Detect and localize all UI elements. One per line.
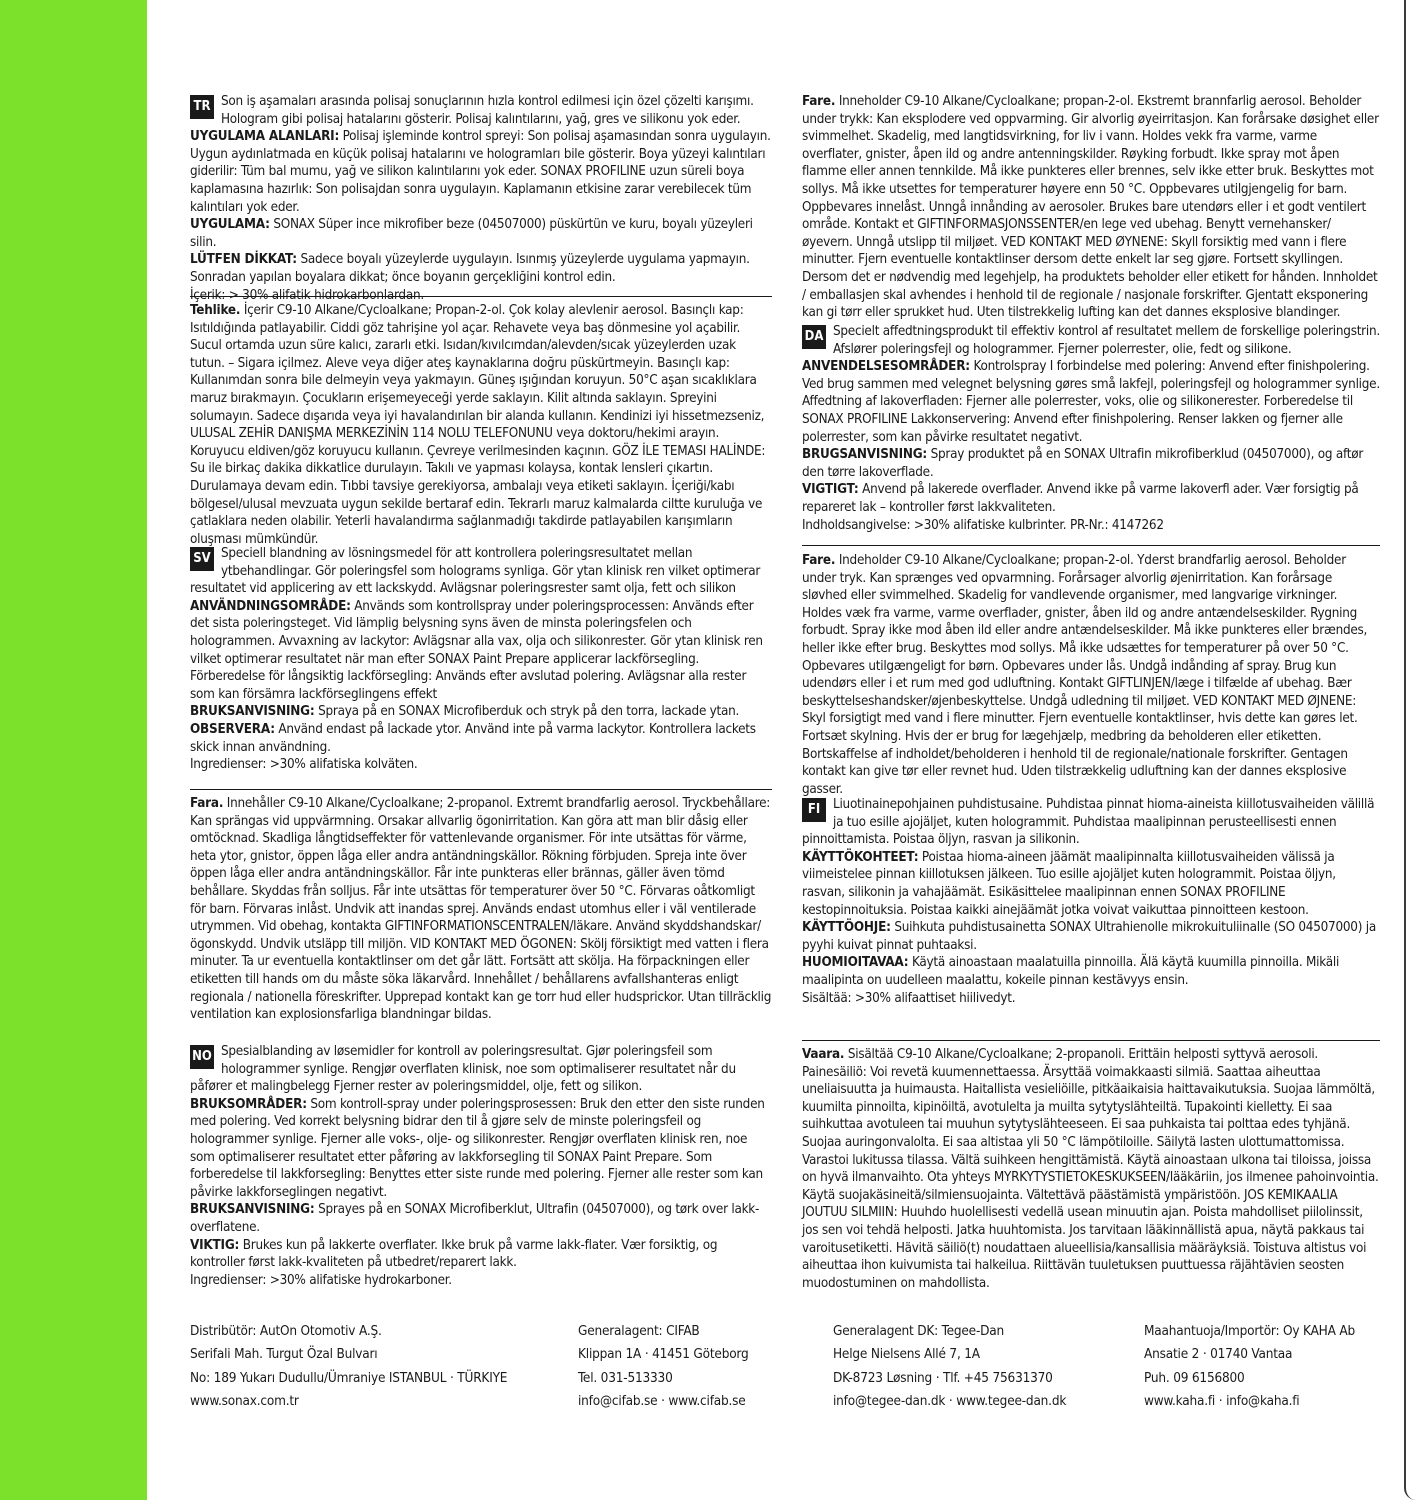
distributor-fi (1144, 1320, 1374, 1413)
distributor-line: Puh. 09 6156800 (1144, 1369, 1245, 1386)
language-tag-fi: FI (802, 798, 826, 822)
sv-intro: Speciell blandning av lösningsmedel för att kontrollera poleringsresultatet mellan ytbehandlingar. Gör poleringsfel som holograms synliga. Gör ytan klinisk ren vilket optimerar resultatet vid applicering av ett lackskydd. Avlägsnar poleringsrester samt olja, fett och silikon (190, 546, 761, 597)
distributor-line: Ansatie 2 · 01740 Vantaa (1144, 1346, 1293, 1363)
distributor-line: No: 189 Yukarı Dudullu/Ümraniye ISTANBUL · TÜRKIYE (190, 1369, 508, 1386)
no-important-label: VIKTIG: (190, 1237, 240, 1253)
section-tr-hazard (190, 302, 772, 548)
green-accent-bar (0, 0, 147, 1500)
section-no-hazard (802, 93, 1380, 322)
tr-areas-text: Polisaj işleminde kontrol spreyi: Son polisaj aşamasından sonra uygulayın. Uygun aydınlatmada en küçük polisaj hatalarını ve hologramları bile gösterir. Boya yüzeyi kalıntıları giderilir: Tüm bal mumu, yağ ve silikon kalıntılarını yok eder. SONAX PROFILINE uzun süreli boya kaplamasına hazırlık: Son polisajdan sonra uygulayın. Kaplamanın etkisine zarar verebilecek tüm kalıntıları yok eder. (190, 129, 771, 215)
no-hazard-label: Fare. (802, 94, 836, 109)
section-divider (190, 296, 772, 297)
distributor-website[interactable]: info@tegee-dan.dk · www.tegee-dan.dk (833, 1392, 1067, 1409)
distributor-line: Distribütör: AutOn Otomotiv A.Ş. (190, 1323, 382, 1339)
sv-note-text: Använd endast på lackade ytor. Använd inte på varma lackytor. Kontrollera lackets skick innan användning. (190, 721, 756, 755)
tr-use-text: SONAX Süper ince mikrofiber beze (04507000) püskürtün ve kuru, boyalı yüzeyleri silin. (190, 217, 753, 250)
distributor-line: Generalagent: CIFAB (578, 1323, 700, 1339)
fi-areas-text: Poistaa hioma-aineen jäämät maalipinnalta kiillotusvaiheiden välissä ja viimeistelee pinnan kiillotuksen jälkeen. Tuo esille ajojäljet kuten hologrammit. Poistaa öljyn, rasvan, silikonin ja vahajäämät. Esikäsittelee maalipinnan ennen SONAX PROFILINE kestopinnoituksia. Poistaa kaikki ainejäämät jotka voivat vaikuttaa pinnoitteen kestoon. (802, 849, 1336, 918)
section-fi-hazard (802, 1046, 1380, 1292)
no-hazard-text: Inneholder C9-10 Alkane/Cycloalkane; propan-2-ol. Ekstremt brannfarlig aerosol. Beholder under trykk: Kan eksplodere ved oppvarming. Gir alvorlig øyeirritasjon. Kan forårsake døsighet eller svimmelhet. Skadelig, med langtidsvirkning, for liv i vann. Holdes vekk fra varme, varme overflater, gnister, åpen ild og andre antenningskilder. Røyking forbudt. Ikke spray mot åpen flamme eller annen tennkilde. Må ikke punkteres eller brennes, selv ikke etter bruk. Beskyttes mot sollys. Må ikke utsettes for temperaturer høyere enn 50 °C. Oppbevares utilgjengelig for barn. Oppbevares innelåst. Unngå innånding av aerosoler. Brukes bare utendørs eller i et godt ventilert område. Kontakt et GIFTINFORMASJONSSENTER/en lege ved ubehag. Benytt vernehansker/øyevern. Unngå utslipp til miljøet. VED KONTAKT MED ØYNENE: Skyll forsiktig med vann i flere minutter. Fjern eventuelle kontaktlinser dersom dette enkelt lar seg gjøre. Fortsett skyllingen. Dersom det er nødvendig med legehjelp, ha produktets beholder eller etikett for hånden. Innholdet / emballasjen skal avhendes i henhold til de regionale / nasjonale forskrifter. Gjentatt eksponering kan gi tørr eller sprukket hud. Uten tilstrekkelig lufting kan det dannes eksplosive blandinger. (802, 94, 1379, 321)
da-areas-label: ANVENDELSESOMRÅDER: (802, 359, 970, 375)
sv-area-label: ANVÄNDNINGSOMRÅDE: (190, 598, 351, 614)
tr-areas-label: UYGULAMA ALANLARI: (190, 129, 340, 145)
sv-area-text: Används som kontrollspray under poleringsprocessen: Används efter det sista poleringsteget. Vid lämplig belysning syns även de minsta poleringsfelen och hologrammen. Avvaxning av lackytor: Avlägsnar alla vax, olja och silikonrester. Gör ytan klinisk ren vilket optimerar resultatet när man efter SONAX Paint Prepare applicerar lackförsegling. Förberedelse för långsiktig lackförsegling: Används efter avslutad polering. Avlägsnar alla rester som kan försämra lackförseglingens effekt (190, 598, 763, 702)
fi-note-label: HUOMIOITAVAA: (802, 955, 909, 971)
sv-ingredients: Ingredienser: >30% alifatiska kolväten. (190, 757, 418, 773)
sv-use-label: BRUKSANVISNING: (190, 704, 315, 720)
section-da (802, 323, 1380, 534)
distributor-line: Generalagent DK: Tegee-Dan (833, 1323, 1005, 1339)
label-edge-border (1404, 0, 1416, 1500)
distributor-line: Serifali Mah. Turgut Özal Bulvarı (190, 1346, 378, 1363)
distributor-website[interactable]: info@cifab.se · www.cifab.se (578, 1392, 746, 1409)
fi-intro: Liuotinainepohjainen puhdistusaine. Puhdistaa pinnat hioma-aineista kiillotusvaiheiden välillä ja tuo esille ajojäljet, kuten hologrammit. Puhdistaa maalipinnan perusteellisesti ennen pinnoittamista. Poistaa öljyn, rasvan ja silikonin. (802, 797, 1375, 848)
language-tag-da: DA (802, 325, 826, 349)
section-fi (802, 796, 1380, 1007)
no-ingredients: Ingredienser: >30% alifatiske hydrokarboner. (190, 1272, 452, 1288)
da-important-text: Anvend på lakerede overflader. Anvend ikke på varme lakoverfl ader. Vær forsigtig på repareret lak – kontroller først lakkvaliteten. (802, 482, 1359, 515)
da-hazard-label: Fare. (802, 553, 836, 568)
no-areas-label: BRUKSOMRÅDER: (190, 1096, 307, 1112)
no-intro: Spesialblanding av løsemidler for kontroll av poleringsresultat. Gjør poleringsfeil som hologrammer synlige. Rengjør overflaten klinisk, noe som optimaliserer resultatet når du påfører et malingbelegg Fjerner rester av poleringsmiddel, olje, fett og silikon. (190, 1044, 736, 1095)
da-use-text: Spray produktet på en SONAX Ultrafin mikrofiberklud (04507000), og aftør den tørre lakoverflade. (802, 447, 1364, 480)
section-divider (802, 545, 1380, 546)
fi-contents: Sisältää: >30% alifaattiset hiilivedyt. (802, 990, 1016, 1006)
da-use-label: BRUGSANVISNING: (802, 447, 928, 463)
no-important-text: Brukes kun på lakkerte overflater. Ikke bruk på varme lakk-flater. Vær forsiktig, og kontroller først lakk-kvaliteten på utbedret/reparert lakk. (190, 1237, 718, 1271)
tr-attention-label: LÜTFEN DİKKAT: (190, 252, 297, 268)
section-divider (190, 789, 772, 790)
no-areas-text: Som kontroll-spray under poleringsprosessen: Bruk den etter den siste runden med polering. Ved korrekt belysning bidrar den til å gjøre selv de minste poleringsfeil og hologrammer synlige. Fjerner alle voks-, olje- og silikonrester. Rengjør overflaten klinisk ren, noe som optimaliserer resultatet etter påføring av lakkforsegling til SONAX Paint Prepare. Som forberedelse til lakkforsegling: Benyttes etter siste runde med polering. Fjerner alle rester som kan påvirke lakkforseglingen negativt. (190, 1096, 765, 1200)
distributor-website[interactable]: www.sonax.com.tr (190, 1392, 299, 1409)
fi-hazard-text: Sisältää C9-10 Alkane/Cycloalkane; 2-propanoli. Erittäin helposti syttyvä aerosoli. Painesäiliö: Voi revetä kuumennettaessa. Ärsyttää voimakkaasti silmiä. Saattaa aiheuttaa uneliaisuutta ja huimausta. Haitallista vesieliöille, pitkäaikaisia haittavaikutuksia. Suojaa lämmöltä, kuumilta pinnoilta, kipinöiltä, avotulelta ja muilta sytytyslähteiltä. Tupakointi kielletty. Ei saa suihkuttaa avotuleen tai muuhun sytytyslähteeseen. Ei saa puhkaista tai polttaa edes tyhjänä. Suojaa auringonvalolta. Ei saa altistaa yli 50 °C lämpötiloille. Säilytä lasten ulottumattomissa. Varastoi lukitussa tilassa. Vältä suihkeen hengittämistä. Käytä ainoastaan ulkona tai tiloissa, joissa on hyvä ilmanvaihto. Ota yhteys MYRKYTYSTIETOKESKUKSEEN/lääkäriin, jos ilmenee pahoinvointia. Käytä suojakäsineitä/silmiensuojainta. Vältettävä päästämistä ympäristöön. JOS KEMIKAALIA JOUTUU SILMIIN: Huuhdo huolellisesti vedellä usean minuutin ajan. Poista mahdolliset piilolinssit, jos sen voi tehdä helposti. Jatka huuhtomista. Jos tarvitaan lääkinnällistä apua, näytä pakkaus tai varoitusetiketti. Hävitä säiliö(t) noudattaen alueellisia/kansallisia määräyksiä. Toistuva altistus voi aiheuttaa ihon kuivumista tai halkeilua. Riittävän tuuletuksen puuttuessa räjähtävien seosten muodostuminen on mahdollista. (802, 1047, 1379, 1291)
language-tag-no: NO (190, 1045, 214, 1069)
distributor-dk (833, 1320, 1133, 1413)
tr-use-label: UYGULAMA: (190, 217, 270, 233)
tr-hazard-text: İçerir C9-10 Alkane/Cycloalkane; Propan-2-ol. Çok kolay alevlenir aerosol. Basınçlı kap: Isıtıldığında patlayabilir. Ciddi göz tahrişine yol açar. Rehavete veya baş dönmesine yol açabilir. Sucul ortamda uzun süre kalıcı, zararlı etki. Isıdan/kıvılcımdan/alevden/sıcak yüzeylerden uzak tutun. – Sigara içilmez. Aleve veya diğer ateş kaynaklarına doğru püskürtmeyin. Basınçlı kap: Kullanımdan sonra bile delmeyin veya yakmayın. Güneş ışığından koruyun. 50°C aşan sıcaklıklara maruz bırakmayın. Çocukların erişemeyeceği yerde saklayın. Kilit altında saklayın. Spreyini solumayın. Sadece dışarıda veya iyi havalandırılan bir alanda kullanın. Kendinizi iyi hissetmezseniz, ULUSAL ZEHİR DANIŞMA MERKEZİNİN 114 NOLU TELEFONUNU veya doktoru/hekimi arayın. Koruyucu eldiven/göz koruyucu kullanın. Çevreye verilmesinden kaçının. GÖZ İLE TEMASI HALİNDE: Su ile birkaç dakika dikkatlice durulayın. Takılı ve yapması kolaysa, kontak lensleri çıkartın. Durulamaya devam edin. Tıbbi tavsiye gerekiyorsa, ambalajı veya etiketi saklayın. İçeriği/kabı bölgesel/ulusal mevzuata uygun sekilde bertaraf edin. Tekrarlı maruz kalmalarda ciltte kuruluğa ve çatlaklara neden olabilir. Yeterli havalandırma sağlanmadığı takdirde patlayabilen karışımların oluşması mümkündür. (190, 303, 766, 547)
no-use-label: BRUKSANVISNING: (190, 1202, 315, 1218)
sv-hazard-label: Fara. (190, 796, 224, 811)
fi-note-text: Käytä ainoastaan maalatuilla pinnoilla. Älä käytä kuumilla pinnoilla. Mikäli maalipinta on uudelleen maalattu, kokeile pinnan kestävyys ensin. (802, 955, 1340, 988)
distributor-line: Klippan 1A · 41451 Göteborg (578, 1346, 749, 1363)
section-sv (190, 545, 772, 774)
fi-use-text: Suihkuta puhdistusainetta SONAX Ultrahienolle mikrokuituliinalle (SO 04507000) ja pyyhi kuivat pinnat puhtaaksi. (802, 920, 1376, 953)
language-tag-tr: TR (190, 95, 214, 119)
tr-contents: İçerik: > 30% alifatik hidrokarbonlardan. (190, 287, 424, 303)
no-use-text: Sprayes på en SONAX Microfiberklut, Ultrafin (04507000), og tørk over lakk-overflatene. (190, 1202, 760, 1235)
distributor-line: Tel. 031-513330 (578, 1369, 673, 1386)
distributor-website[interactable]: www.kaha.fi · info@kaha.fi (1144, 1392, 1300, 1409)
distributor-line: DK-8723 Løsning · Tlf. +45 75631370 (833, 1369, 1053, 1386)
da-areas-text: Kontrolspray I forbindelse med polering: Anvend efter finishpolering. Ved brug sammen med velegnet belysning gøres små lakfejl, poleringsfejl og hologrammer synlige. Affedtning af lakoverfladen: Fjerner alle polerrester, voks, olie og silikonerester. Forberedelse til SONAX PROFILINE Lakkonservering: Anvend efter finishpolering. Renser lakken og fjerner alle polerrester, som kan påvirke resultatet negativt. (802, 359, 1380, 445)
section-da-hazard (802, 552, 1380, 798)
distributor-tr (190, 1320, 560, 1413)
sv-use-text: Spraya på en SONAX Microfiberduk och stryk på den torra, lackade ytan. (314, 704, 740, 720)
da-contents: Indholdsangivelse: >30% alifatiske kulbrinter. PR-Nr.: 4147262 (802, 517, 1164, 533)
da-important-label: VIGTIGT: (802, 482, 859, 498)
language-tag-sv: SV (190, 547, 214, 571)
sv-note-label: OBSERVERA: (190, 721, 275, 737)
section-sv-hazard (190, 795, 772, 1024)
fi-areas-label: KÄYTTÖKOHTEET: (802, 849, 919, 865)
distributor-line: Maahantuoja/Importör: Oy KAHA Ab (1144, 1323, 1355, 1339)
da-intro: Specielt affedtningsprodukt til effektiv kontrol af resultatet mellem de forskellige poleringstrin. Afslører poleringsfejl og hologrammer. Fjerner polerrester, olie, fedt og silikone. (833, 324, 1380, 357)
section-no (190, 1043, 772, 1289)
sv-hazard-text: Innehåller C9-10 Alkane/Cycloalkane; 2-propanol. Extremt brandfarlig aerosol. Tryckbehållare: Kan sprängas vid uppvärmning. Orsakar allvarlig ögonirritation. Kan göra att man blir dåsig eller omtöcknad. Skadliga långtidseffekter för vattenlevande organismer. För inte utsättas för värme, heta ytor, gnistor, öppen låga eller andra antändningskällor. Rökning förbjuden. Spreja inte över öppen låga eller andra antändningskällor. Får inte punkteras eller brännas, gäller även tömd behållare. Skyddas från solljus. Får inte utsättas för temperaturer över 50 °C. Förvaras oåtkomligt för barn. Förvaras inlåst. Undvik att inandas sprej. Används endast utomhus eller i väl ventilerade utrymmen. Vid obehag, kontakta GIFTINFORMATIONSCENTRALEN/läkare. Använd skyddshandskar/ögonskydd. Undvik utsläpp till miljön. VID KONTAKT MED ÖGONEN: Skölj försiktigt med vatten i flera minuter. Ta ur eventuella kontaktlinser om det går lätt. Fortsätt att skölja. Ha förpackningen eller etiketten till hands om du måste söka läkarvård. Innehållet / behållarens avfallshanteras enligt regionala / nationella föreskrifter. Upprepad kontakt kan ge torr hud eller hudsprickor. Utan tillräcklig ventilation kan explosionsfarliga blandningar bildas. (190, 796, 772, 1023)
section-divider (802, 1040, 1380, 1041)
tr-attention-text: Sadece boyalı yüzeylerde uygulayın. Isınmış yüzeylerde uygulama yapmayın. Sonradan yapılan boyalara dikkat; önce boyanın gerçekliğini kontrol edin. (190, 252, 750, 285)
tr-intro: Son iş aşamaları arasında polisaj sonuçlarının hızla kontrol edilmesi için özel çözelti karışımı. Hologram gibi polisaj hatalarını gösterir. Polisaj kalıntılarını, yağ, gres ve silikonu yok eder. (221, 94, 754, 127)
fi-use-label: KÄYTTÖOHJE: (802, 920, 891, 936)
distributor-se (578, 1320, 818, 1413)
fi-hazard-label: Vaara. (802, 1047, 845, 1062)
distributor-line: Helge Nielsens Allé 7, 1A (833, 1346, 980, 1363)
tr-hazard-label: Tehlike. (190, 303, 241, 318)
da-hazard-text: Indeholder C9-10 Alkane/Cycloalkane; propan-2-ol. Yderst brandfarlig aerosol. Beholder under tryk. Kan sprænges ved opvarmning. Forårsager alvorlig øjenirritation. Kan forårsage sløvhed eller svimmelhed. Skadelig for vandlevende organismer, med langvarige virkninger. Holdes væk fra varme, varme overflader, gnister, åben ild og andre antændelseskilder. Rygning forbudt. Spray ikke mod åben ild eller andre antændelseskilder. Må ikke punkteres eller brændes, heller ikke efter brug. Beskyttes mod sollys. Må ikke udsættes for temperaturer på over 50 °C. Opbevares utilgængeligt for børn. Opbevares under lås. Undgå indånding af spray. Brug kun udendørs eller i et rum med god udluftning. Kontakt GIFTLINJEN/læge i tilfælde af ubehag. Bær beskyttelseshandsker/øjenbeskyttelse. Undgå udledning til miljøet. VED KONTAKT MED ØJNENE: Skyl forsigtigt med vand i flere minutter. Fjern eventuelle kontaktlinser, hvis dette kan gøres let. Fortsæt skylning. Hvis der er brug for lægehjælp, medbring da beholderen eller etiketten. Bortskaffelse af indholdet/beholderen i henhold til de regionale/nationale forskrifter. Gentagen kontakt kan give tør eller revnet hud. Uden tilstrækkelig udluftning kan der dannes eksplosive gasser. (802, 553, 1368, 797)
section-tr (190, 93, 772, 304)
